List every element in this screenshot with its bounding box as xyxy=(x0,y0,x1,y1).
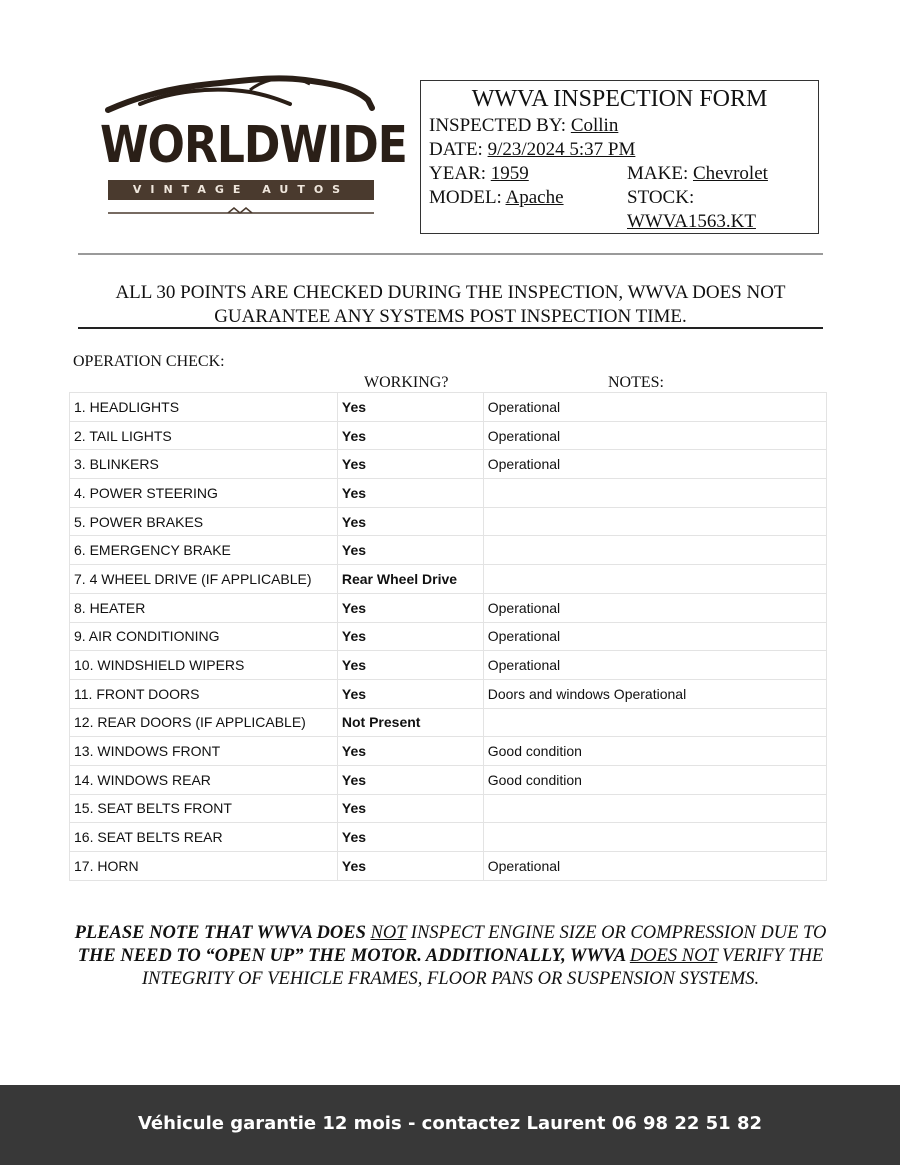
make-line xyxy=(627,163,768,185)
check-working: Yes xyxy=(337,507,483,536)
form-title: WWVA INSPECTION FORM xyxy=(471,86,768,112)
check-notes xyxy=(483,565,826,594)
inspection-disclaimer xyxy=(72,922,829,991)
check-working: Yes xyxy=(337,852,483,881)
check-item: 16. SEAT BELTS REAR xyxy=(70,823,338,852)
disclaimer-emphasis: DOES NOT xyxy=(629,946,718,966)
check-item: 8. HEATER xyxy=(70,593,338,622)
date-line xyxy=(429,139,635,161)
check-notes: Operational xyxy=(483,622,826,651)
disclaimer-emphasis: NOT xyxy=(370,923,407,943)
check-item: 1. HEADLIGHTS xyxy=(70,393,338,422)
check-notes xyxy=(483,794,826,823)
logo-tagline: VINTAGE AUTOS xyxy=(108,180,374,200)
inspection-header-box xyxy=(420,80,819,234)
check-item: 10. WINDSHIELD WIPERS xyxy=(70,651,338,680)
check-notes xyxy=(483,479,826,508)
check-working: Yes xyxy=(337,765,483,794)
table-row xyxy=(70,393,827,422)
make-label: MAKE: xyxy=(627,163,689,184)
table-row xyxy=(70,708,827,737)
table-row xyxy=(70,479,827,508)
warning-line-1: ALL 30 POINTS ARE CHECKED DURING THE INSPECTION, WWVA DOES NOT xyxy=(115,282,786,303)
disclaimer-text: THE NEED TO “OPEN UP” THE MOTOR. ADDITIONALLY, WWVA xyxy=(77,946,630,966)
table-row xyxy=(70,737,827,766)
check-working: Yes xyxy=(337,651,483,680)
divider-line-dark xyxy=(78,327,823,329)
stock-label: STOCK: xyxy=(627,187,695,208)
disclaimer-text: VERIFY THE xyxy=(717,946,824,966)
operation-check-label: OPERATION CHECK: xyxy=(73,353,225,370)
check-working: Yes xyxy=(337,593,483,622)
disclaimer-text: INSPECT ENGINE SIZE OR COMPRESSION DUE TO xyxy=(406,923,827,943)
check-item: 12. REAR DOORS (IF APPLICABLE) xyxy=(70,708,338,737)
logo-wordmark: WORLDWIDE xyxy=(100,116,407,175)
table-row xyxy=(70,651,827,680)
disclaimer-line-3: INTEGRITY OF VEHICLE FRAMES, FLOOR PANS OR SUSPENSION SYSTEMS. xyxy=(141,969,760,989)
inspected-by-label: INSPECTED BY: xyxy=(429,115,567,136)
check-item: 5. POWER BRAKES xyxy=(70,507,338,536)
check-notes: Good condition xyxy=(483,737,826,766)
check-working: Yes xyxy=(337,794,483,823)
check-notes: Operational xyxy=(483,421,826,450)
check-working: Yes xyxy=(337,536,483,565)
warning-line-2: GUARANTEE ANY SYSTEMS POST INSPECTION TIME. xyxy=(214,306,687,327)
disclaimer-line-1 xyxy=(72,922,829,945)
table-row xyxy=(70,765,827,794)
check-item: 11. FRONT DOORS xyxy=(70,679,338,708)
year-value: 1959 xyxy=(490,163,529,184)
check-working: Yes xyxy=(337,421,483,450)
inspection-warning xyxy=(78,281,823,329)
check-notes xyxy=(483,536,826,565)
model-value: Apache xyxy=(505,187,564,208)
table-row xyxy=(70,593,827,622)
check-item: 15. SEAT BELTS FRONT xyxy=(70,794,338,823)
table-row xyxy=(70,852,827,881)
divider-line xyxy=(78,253,823,255)
table-row xyxy=(70,507,827,536)
footer-banner: Véhicule garantie 12 mois - contactez Laurent 06 98 22 51 82 xyxy=(0,1085,900,1165)
table-row xyxy=(70,622,827,651)
operation-check-table xyxy=(69,392,827,881)
check-working: Yes xyxy=(337,479,483,508)
column-header-working: WORKING? xyxy=(364,374,449,391)
column-header-notes: NOTES: xyxy=(608,374,664,391)
date-label: DATE: xyxy=(429,139,483,160)
inspected-by-value: Collin xyxy=(570,115,619,136)
year-line xyxy=(429,163,529,185)
table-row xyxy=(70,450,827,479)
check-working: Yes xyxy=(337,393,483,422)
company-logo xyxy=(100,70,407,220)
check-item: 14. WINDOWS REAR xyxy=(70,765,338,794)
check-item: 2. TAIL LIGHTS xyxy=(70,421,338,450)
date-value: 9/23/2024 5:37 PM xyxy=(487,139,636,160)
check-notes: Operational xyxy=(483,651,826,680)
inspected-by-line xyxy=(429,115,618,137)
check-item: 17. HORN xyxy=(70,852,338,881)
check-item: 9. AIR CONDITIONING xyxy=(70,622,338,651)
check-notes xyxy=(483,708,826,737)
year-label: YEAR: xyxy=(429,163,486,184)
check-item: 4. POWER STEERING xyxy=(70,479,338,508)
model-line xyxy=(429,187,564,209)
disclaimer-line-2 xyxy=(72,945,829,968)
check-notes: Doors and windows Operational xyxy=(483,679,826,708)
check-working: Yes xyxy=(337,679,483,708)
check-notes xyxy=(483,823,826,852)
disclaimer-text: PLEASE NOTE THAT WWVA DOES xyxy=(74,923,371,943)
check-item: 3. BLINKERS xyxy=(70,450,338,479)
stock-value: WWVA1563.KT xyxy=(627,211,756,232)
table-row xyxy=(70,421,827,450)
check-working: Yes xyxy=(337,450,483,479)
check-item: 13. WINDOWS FRONT xyxy=(70,737,338,766)
table-row xyxy=(70,565,827,594)
make-value: Chevrolet xyxy=(692,163,768,184)
check-notes: Operational xyxy=(483,852,826,881)
check-working: Yes xyxy=(337,823,483,852)
check-working: Yes xyxy=(337,622,483,651)
check-notes: Operational xyxy=(483,450,826,479)
table-row xyxy=(70,536,827,565)
check-item: 7. 4 WHEEL DRIVE (IF APPLICABLE) xyxy=(70,565,338,594)
check-notes: Good condition xyxy=(483,765,826,794)
table-row xyxy=(70,679,827,708)
check-working: Not Present xyxy=(337,708,483,737)
table-row xyxy=(70,823,827,852)
table-row xyxy=(70,794,827,823)
check-item: 6. EMERGENCY BRAKE xyxy=(70,536,338,565)
check-notes: Operational xyxy=(483,593,826,622)
check-notes: Operational xyxy=(483,393,826,422)
check-notes xyxy=(483,507,826,536)
check-working: Rear Wheel Drive xyxy=(337,565,483,594)
model-label: MODEL: xyxy=(429,187,502,208)
check-working: Yes xyxy=(337,737,483,766)
